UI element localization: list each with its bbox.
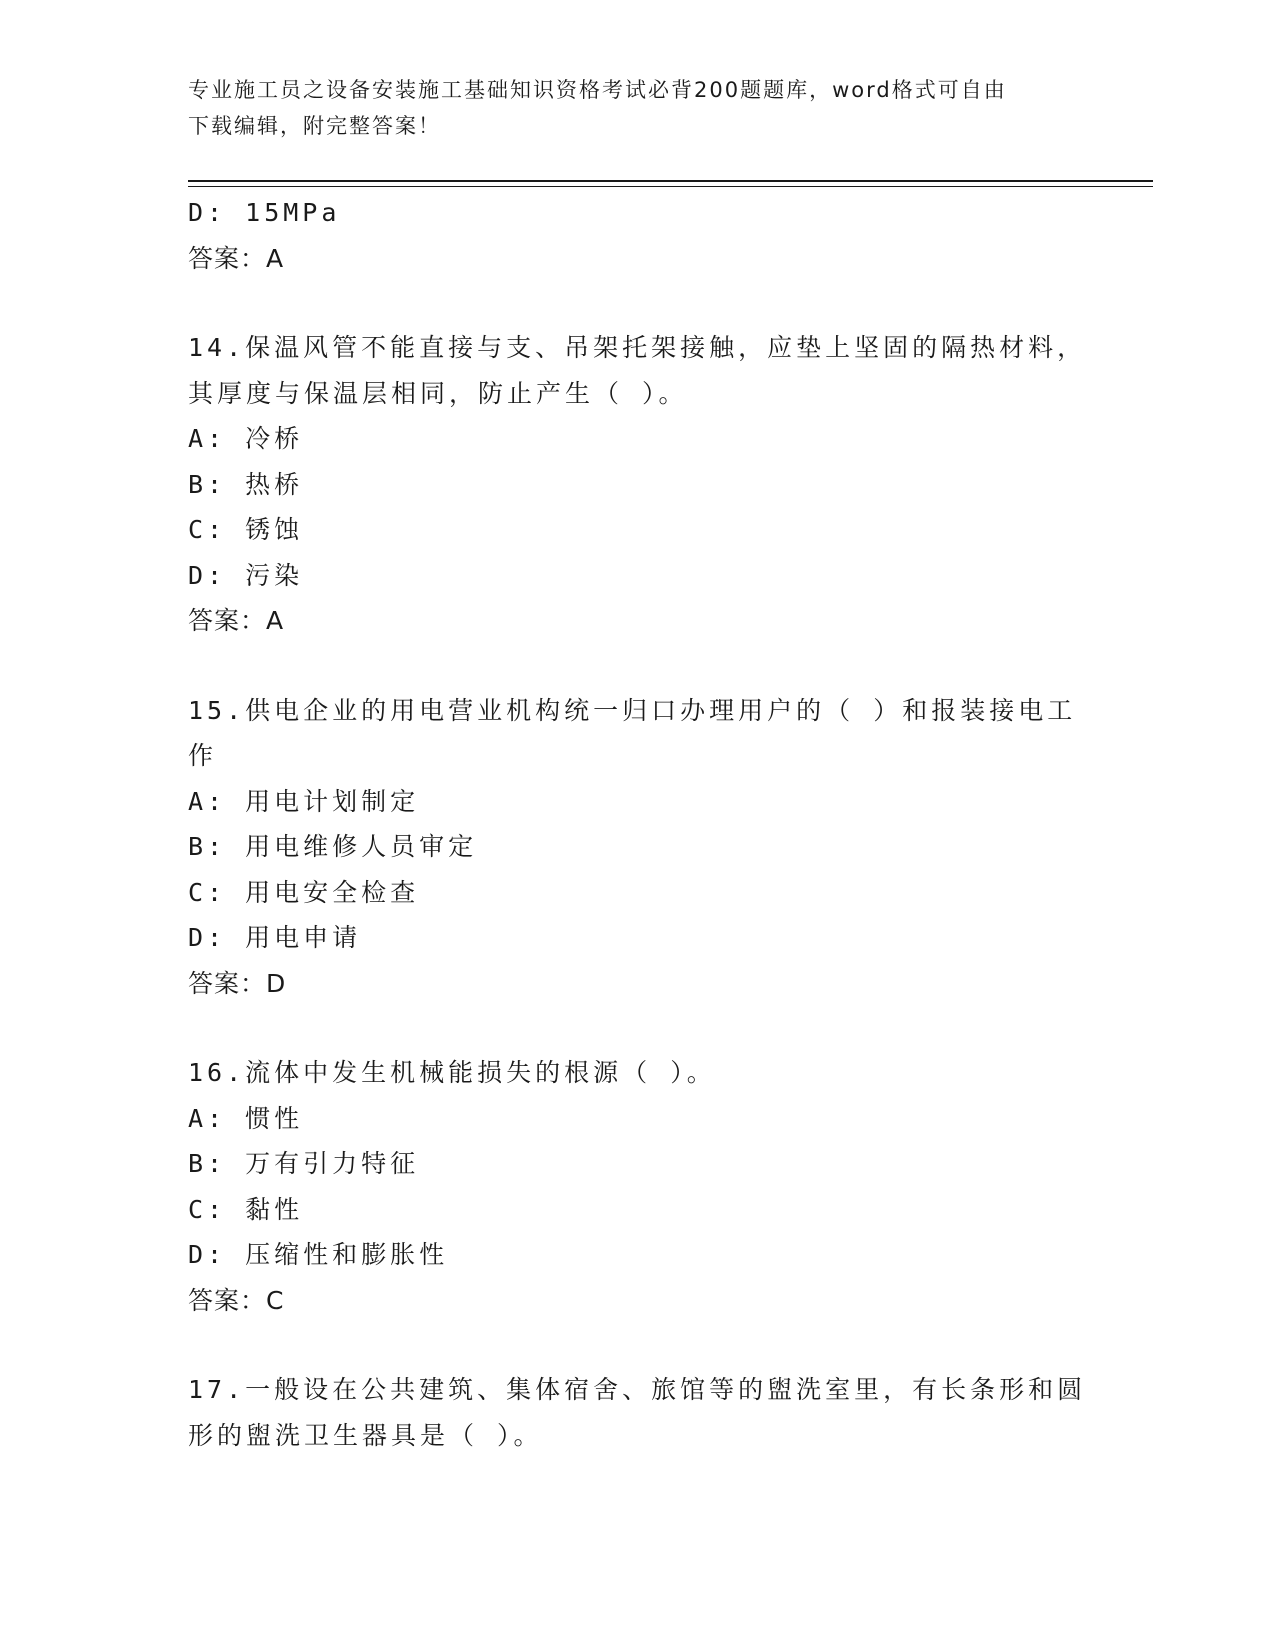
question-14 bbox=[188, 325, 1088, 644]
header-line-1: 专业施工员之设备安装施工基础知识资格考试必背200题题库，word格式可自由 bbox=[188, 78, 1007, 102]
option-c: C: 锈蚀 bbox=[188, 515, 304, 544]
document-header bbox=[188, 72, 1068, 144]
option-d: D: 用电申请 bbox=[188, 923, 362, 952]
question-17 bbox=[188, 1367, 1088, 1458]
option-d: D: 污染 bbox=[188, 560, 304, 590]
question-list bbox=[188, 190, 1088, 1458]
option-c: C: 用电安全检查 bbox=[188, 877, 420, 907]
question-stem: 其厚度与保温层相同，防止产生（ ）。 bbox=[188, 378, 688, 408]
header-line-2: 下载编辑，附完整答案！ bbox=[188, 114, 441, 138]
question-stem: 作 bbox=[188, 741, 218, 770]
option-b: B: 用电维修人员审定 bbox=[188, 832, 478, 861]
answer: 答案：A bbox=[188, 243, 285, 273]
question-stem: 17.一般设在公共建筑、集体宿舍、旅馆等的盥洗室里，有长条形和圆 bbox=[188, 1375, 1087, 1404]
question-15 bbox=[188, 688, 1088, 1007]
option-b: B: 万有引力特征 bbox=[188, 1149, 420, 1178]
option-a: A: 冷桥 bbox=[188, 424, 304, 453]
header-divider-thin bbox=[188, 186, 1153, 187]
option-c: C: 黏性 bbox=[188, 1194, 304, 1224]
option-a: A: 惯性 bbox=[188, 1103, 304, 1133]
question-16 bbox=[188, 1050, 1088, 1323]
question-stem: 16.流体中发生机械能损失的根源（ ）。 bbox=[188, 1058, 716, 1087]
answer: 答案：C bbox=[188, 1285, 285, 1315]
answer: 答案：A bbox=[188, 606, 285, 635]
option-d: D: 压缩性和膨胀性 bbox=[188, 1240, 449, 1269]
option-b: B: 热桥 bbox=[188, 469, 304, 499]
question-stem: 14.保温风管不能直接与支、吊架托架接触，应垫上坚固的隔热材料， bbox=[188, 333, 1087, 362]
answer: 答案：D bbox=[188, 968, 287, 998]
header-divider-thick bbox=[188, 180, 1153, 182]
question-stem: 15.供电企业的用电营业机构统一归口办理用户的（ ）和报装接电工 bbox=[188, 695, 1077, 725]
question-stem: 形的盥洗卫生器具是（ ）。 bbox=[188, 1420, 543, 1450]
option-d: D: 15MPa bbox=[188, 198, 341, 227]
option-a: A: 用电计划制定 bbox=[188, 786, 420, 816]
